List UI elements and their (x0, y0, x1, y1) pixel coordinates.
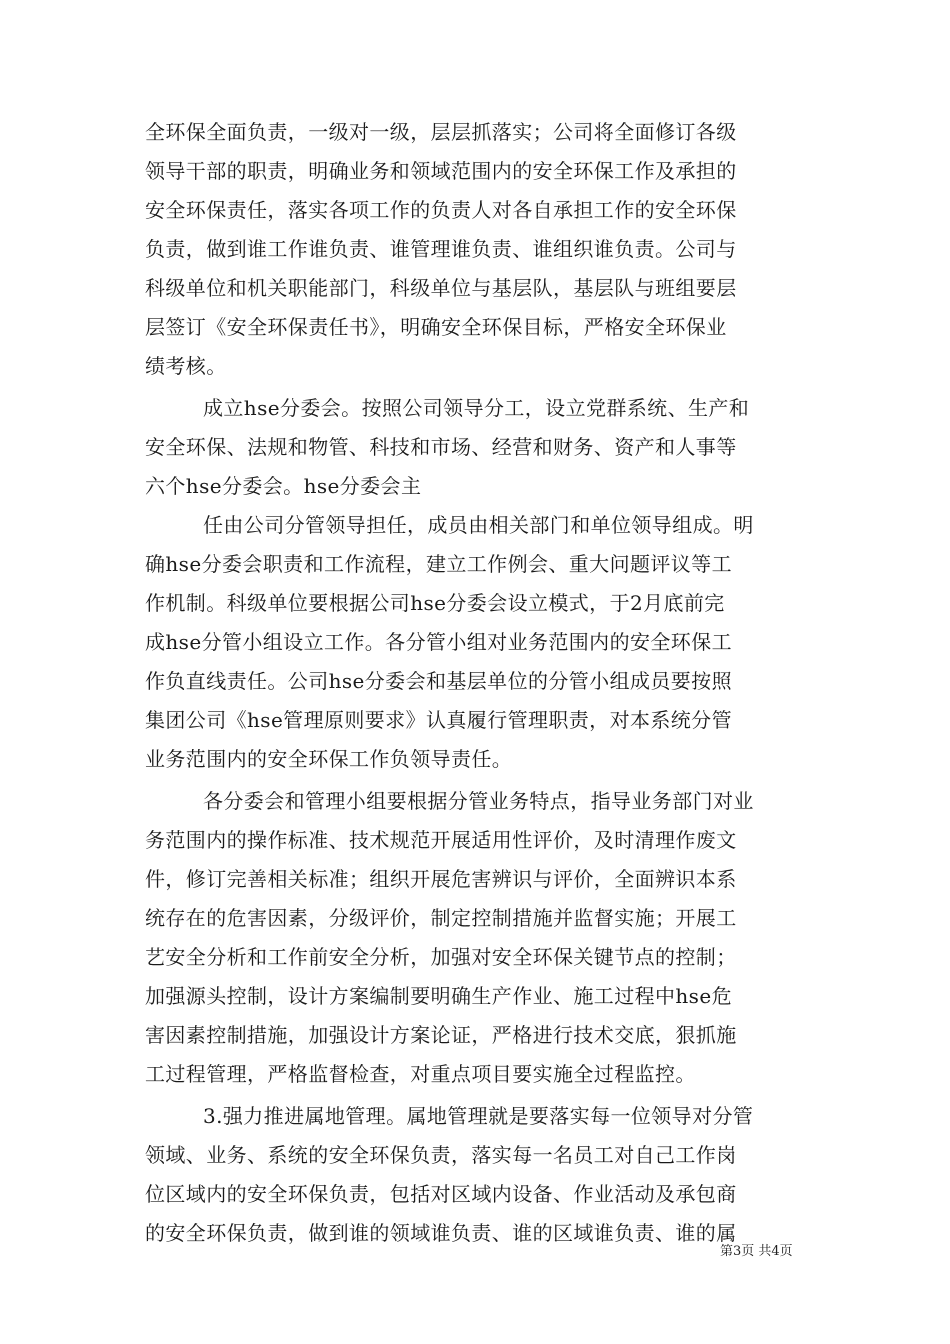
text-line: 务范围内的操作标准、技术规范开展适用性评价，及时清理作废文 (145, 828, 737, 852)
text-line: 领导干部的职责，明确业务和领域范围内的安全环保工作及承担的 (145, 159, 737, 183)
text-line: 全环保全面负责，一级对一级，层层抓落实；公司将全面修订各级 (145, 120, 737, 144)
text-line: 安全环保、法规和物管、科技和市场、经营和财务、资产和人事等 (145, 435, 737, 459)
text-line: 领域、业务、系统的安全环保负责，落实每一名员工对自己工作岗 (145, 1143, 737, 1167)
text-line: 作负直线责任。公司hse分委会和基层单位的分管小组成员要按照 (145, 669, 732, 693)
text-line: 科级单位和机关职能部门，科级单位与基层队，基层队与班组要层 (145, 276, 737, 300)
text-line: 负责，做到谁工作谁负责、谁管理谁负责、谁组织谁负责。公司与 (145, 237, 737, 261)
text-line: 作机制。科级单位要根据公司hse分委会设立模式，于2月底前完 (145, 591, 725, 615)
text-line: 业务范围内的安全环保工作负领导责任。 (145, 747, 513, 771)
paragraph-first-line: 成立hse分委会。按照公司领导分工，设立党群系统、生产和 (203, 396, 750, 420)
text-line: 位区域内的安全环保负责，包括对区域内设备、作业活动及承包商 (145, 1182, 737, 1206)
paragraph-first-line: 各分委会和管理小组要根据分管业务特点，指导业务部门对业 (203, 789, 754, 813)
text-line: 的安全环保负责，做到谁的领域谁负责、谁的区域谁负责、谁的属 (145, 1221, 737, 1245)
text-line: 统存在的危害因素，分级评价，制定控制措施并监督实施；开展工 (145, 906, 737, 930)
text-line: 确hse分委会职责和工作流程，建立工作例会、重大问题评议等工 (145, 552, 732, 576)
paragraph-first-line: 任由公司分管领导担任，成员由相关部门和单位领导组成。明 (203, 513, 754, 537)
text-line: 层签订《安全环保责任书》，明确安全环保目标，严格安全环保业 (145, 315, 727, 339)
paragraph-first-line: 3.强力推进属地管理。属地管理就是要落实每一位领导对分管 (203, 1104, 754, 1128)
text-line: 安全环保责任，落实各项工作的负责人对各自承担工作的安全环保 (145, 198, 737, 222)
page-number-footer: 第3页 共4页 (720, 1244, 793, 1259)
text-line: 加强源头控制，设计方案编制要明确生产作业、施工过程中hse危 (145, 984, 732, 1008)
text-line: 害因素控制措施，加强设计方案论证，严格进行技术交底，狠抓施 (145, 1023, 737, 1047)
text-line: 件，修订完善相关标准；组织开展危害辨识与评价，全面辨识本系 (145, 867, 737, 891)
text-line: 艺安全分析和工作前安全分析，加强对安全环保关键节点的控制； (145, 945, 737, 969)
text-line: 六个hse分委会。hse分委会主 (145, 474, 422, 498)
text-line: 工过程管理，严格监督检查，对重点项目要实施全过程监控。 (145, 1062, 696, 1086)
text-line: 成hse分管小组设立工作。各分管小组对业务范围内的安全环保工 (145, 630, 732, 654)
text-line: 集团公司《hse管理原则要求》认真履行管理职责，对本系统分管 (145, 708, 732, 732)
text-line: 绩考核。 (145, 354, 227, 378)
